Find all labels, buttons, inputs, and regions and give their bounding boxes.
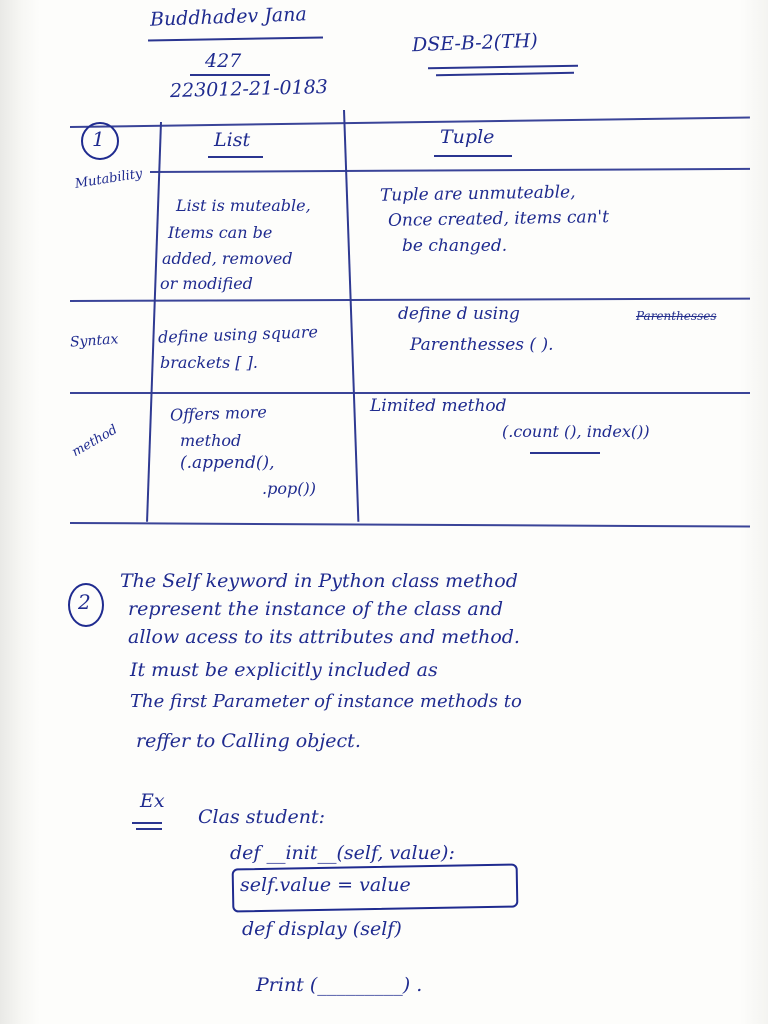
table-header-rule bbox=[150, 168, 750, 173]
q2-line-1: The Self keyword in Python class method bbox=[120, 570, 518, 592]
table-col-divider-2 bbox=[343, 110, 359, 522]
registration-number: 223012-21-0183 bbox=[169, 75, 329, 103]
mutability-list-line-3: added, removed bbox=[162, 249, 293, 268]
example-label: Ex bbox=[140, 790, 165, 812]
q2-line-2: represent the instance of the class and bbox=[128, 598, 504, 620]
q2-line-3: allow acess to its attributes and method. bbox=[128, 626, 520, 648]
list-header-underline bbox=[208, 156, 263, 158]
row2-rule bbox=[70, 392, 750, 394]
mutability-tuple-line-1: Tuple are unmuteable, bbox=[379, 182, 576, 206]
code-line-2: def __init__(self, value): bbox=[230, 842, 455, 864]
table-bottom-rule bbox=[70, 522, 750, 527]
code-line-1: Clas student: bbox=[198, 806, 326, 828]
syntax-list-line-1: define using square bbox=[157, 322, 319, 347]
mutability-list-line-4: or modified bbox=[160, 274, 253, 293]
mutability-tuple-line-2: Once created, items can't bbox=[387, 207, 610, 231]
code-line-4: def display (self) bbox=[242, 918, 402, 940]
syntax-tuple-struck: Parenthesses bbox=[636, 309, 717, 323]
table-top-rule bbox=[70, 117, 750, 128]
question-2-number: 2 bbox=[78, 590, 91, 614]
method-list-line-1: Offers more bbox=[169, 402, 268, 425]
syntax-tuple-line-2: Parenthesses ( ). bbox=[410, 335, 554, 355]
method-tuple-line-2: (.count (), index()) bbox=[502, 422, 650, 441]
code-line-3: self.value = value bbox=[240, 874, 411, 896]
mutability-list-line-1: List is muteable, bbox=[176, 196, 311, 215]
syntax-tuple-line-1: define d using bbox=[398, 304, 520, 324]
code-line-5: Print (_________) . bbox=[256, 974, 423, 996]
row-label-mutability: Mutability bbox=[73, 166, 144, 192]
syntax-list-line-2: brackets [ ]. bbox=[160, 353, 258, 372]
mutability-list-line-2: Items can be bbox=[168, 223, 273, 242]
name-underline bbox=[148, 36, 323, 41]
method-list-line-2: method bbox=[180, 431, 242, 450]
count-underline bbox=[530, 452, 600, 454]
q2-line-5: The first Parameter of instance methods to bbox=[130, 691, 522, 712]
method-list-line-3: (.append(), bbox=[180, 453, 275, 473]
paper-code: DSE-B-2(TH) bbox=[411, 29, 539, 57]
method-list-line-4: .pop()) bbox=[262, 479, 316, 498]
paper-underline-1 bbox=[428, 65, 578, 69]
question-1-number: 1 bbox=[92, 127, 105, 151]
example-underline-1 bbox=[132, 822, 162, 824]
roll-number: 427 bbox=[205, 50, 242, 72]
column-header-tuple: Tuple bbox=[440, 126, 495, 148]
column-header-list: List bbox=[214, 129, 251, 151]
row-label-method: method bbox=[69, 422, 121, 461]
row1-rule bbox=[70, 298, 750, 302]
table-col-divider-1 bbox=[146, 122, 162, 522]
tuple-header-underline bbox=[434, 155, 512, 157]
method-tuple-line-1: Limited method bbox=[370, 396, 507, 416]
row-label-syntax: Syntax bbox=[69, 331, 119, 351]
mutability-tuple-line-3: be changed. bbox=[402, 236, 508, 256]
example-underline-2 bbox=[136, 828, 162, 830]
q2-line-4: It must be explicitly included as bbox=[130, 659, 438, 681]
roll-underline bbox=[190, 74, 270, 76]
paper-underline-2 bbox=[436, 72, 574, 76]
student-name: Buddhadev Jana bbox=[149, 3, 308, 31]
q2-line-6: reffer to Calling object. bbox=[136, 730, 361, 752]
